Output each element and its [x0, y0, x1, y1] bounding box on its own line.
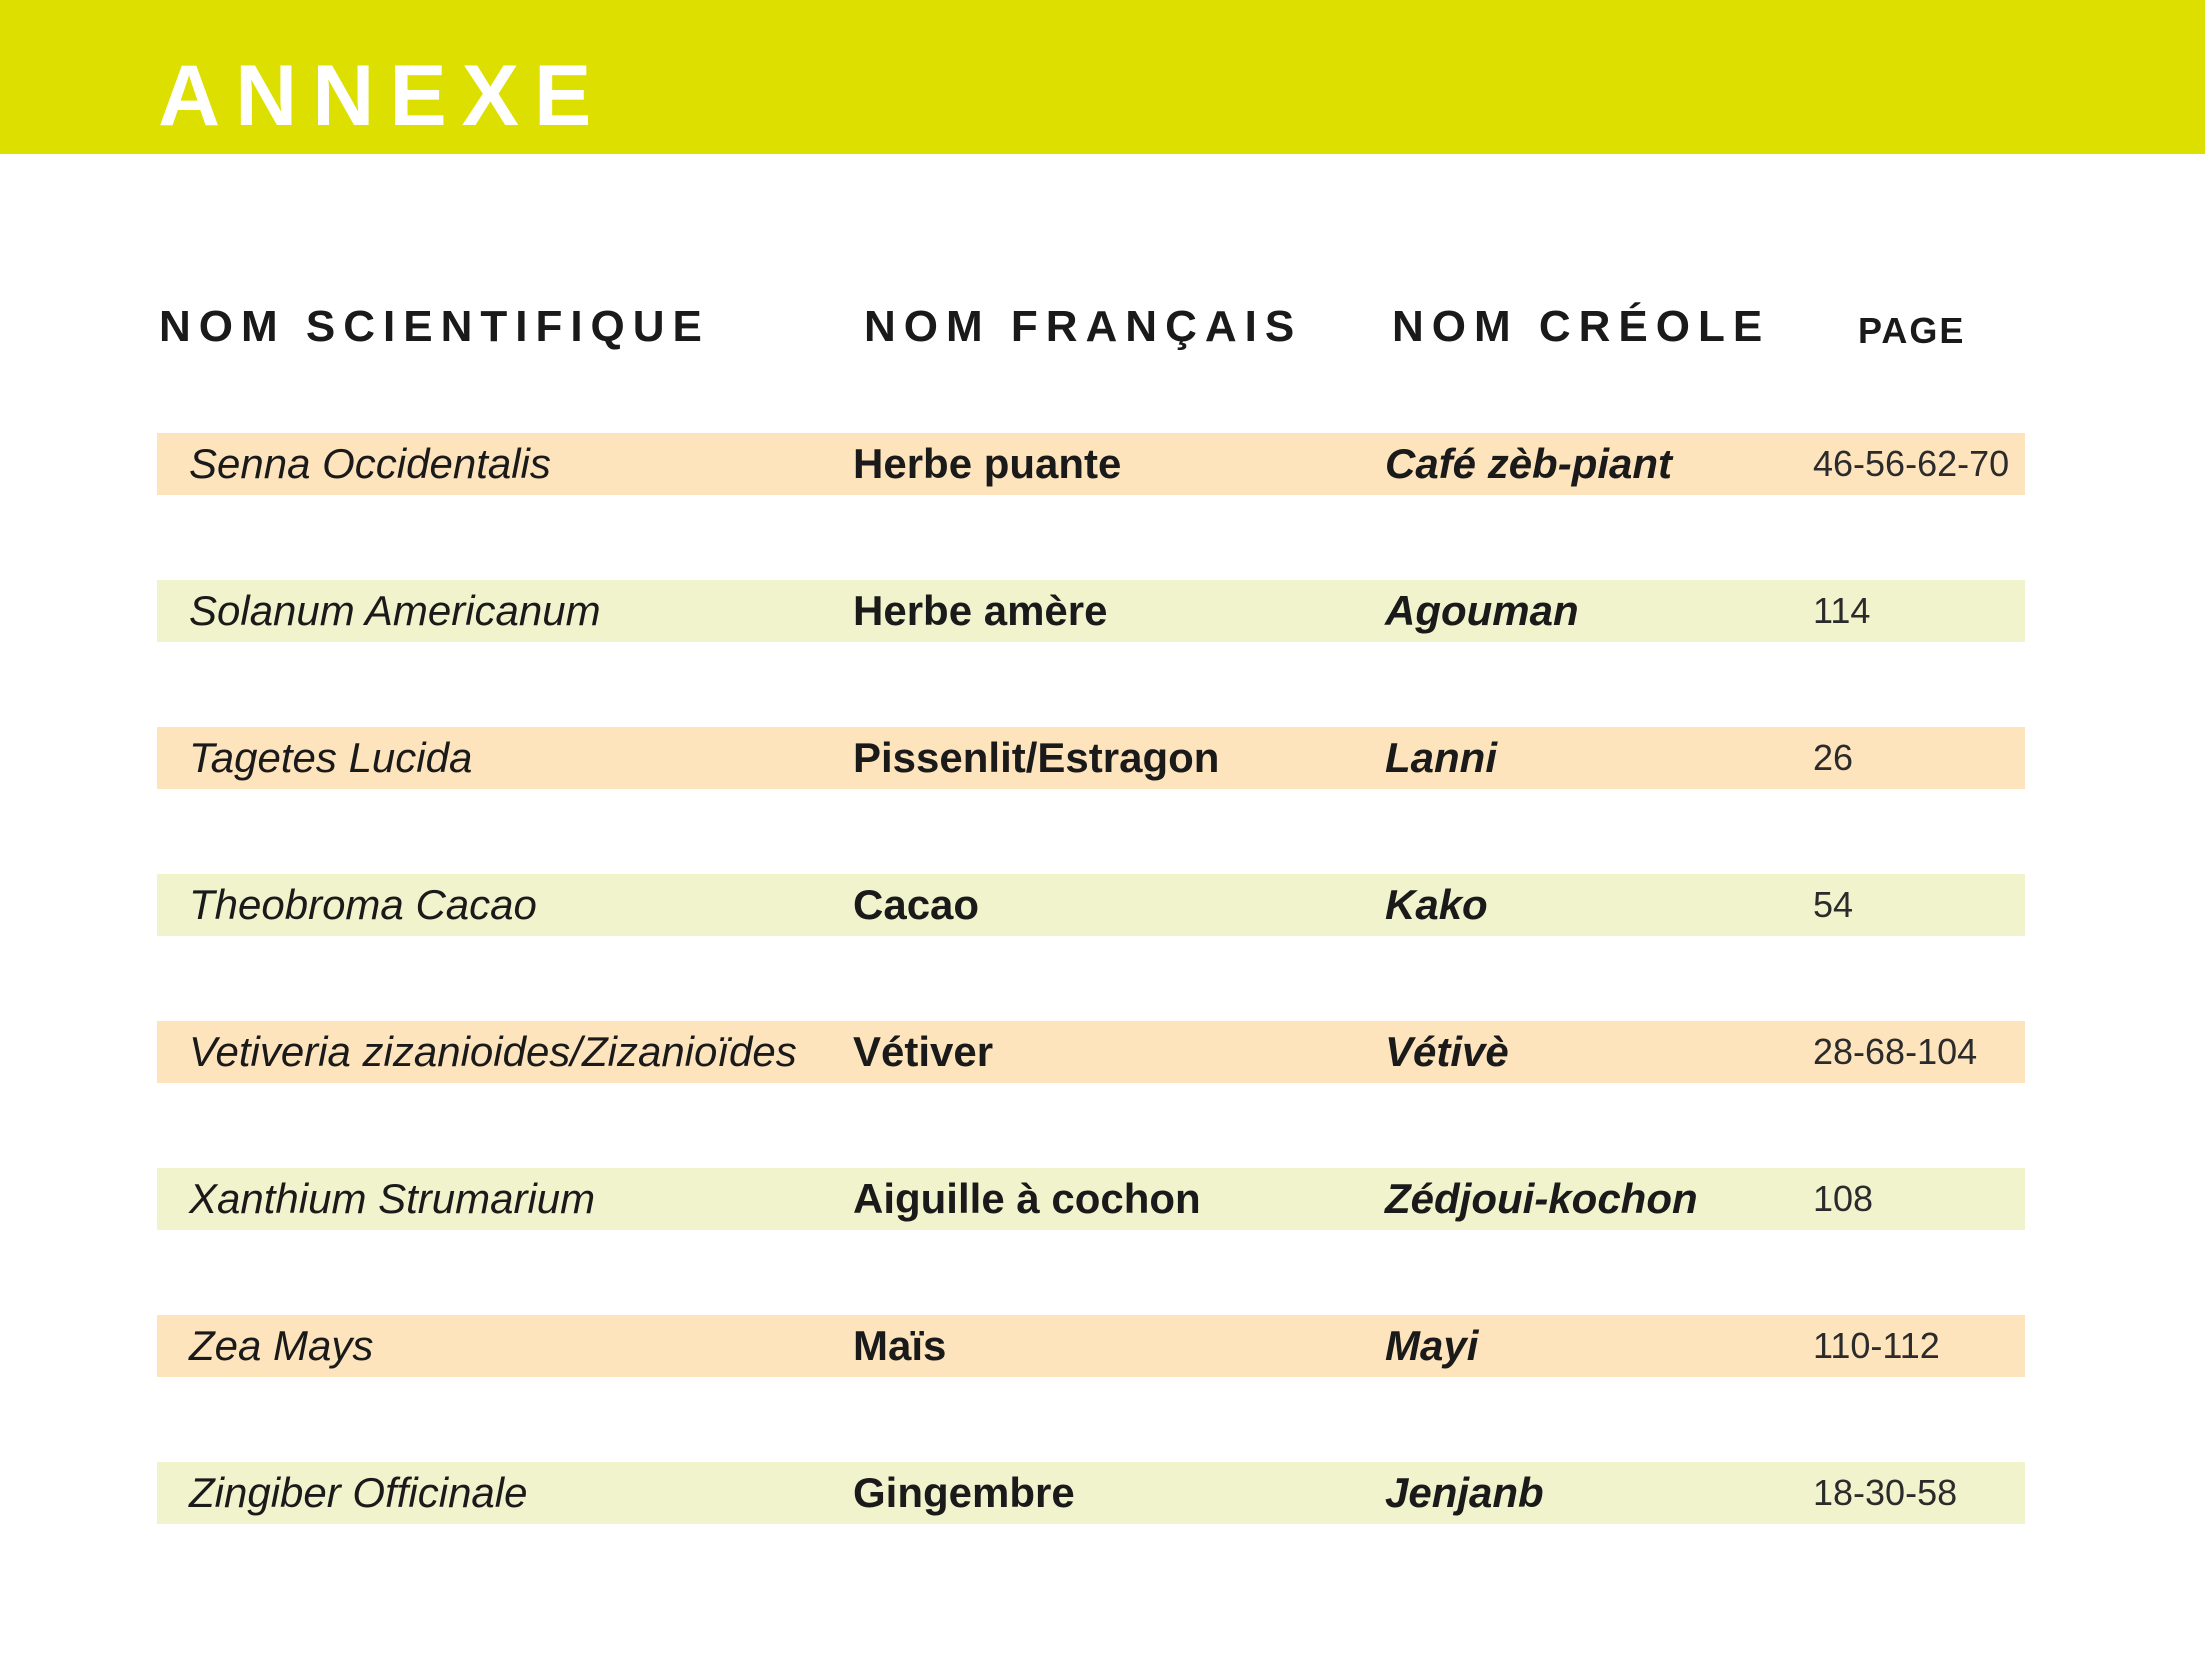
creole-name-cell: Zédjoui-kochon — [1385, 1175, 1698, 1222]
french-name-cell: Herbe amère — [853, 587, 1108, 634]
page-cell: 26 — [1813, 737, 1854, 778]
column-header-french-name: NOM FRANÇAIS — [864, 302, 1303, 351]
table-row — [157, 580, 2025, 642]
scientific-name-cell: Solanum Americanum — [189, 587, 601, 634]
page-cell: 18-30-58 — [1813, 1472, 1958, 1513]
table-row — [157, 433, 2025, 495]
column-header-creole-name: NOM CRÉOLE — [1392, 302, 1771, 351]
french-name-cell: Herbe puante — [853, 440, 1122, 487]
creole-name-cell: Mayi — [1385, 1322, 1479, 1369]
creole-name-cell: Kako — [1385, 881, 1488, 928]
french-name-cell: Aiguille à cochon — [853, 1175, 1201, 1222]
page-cell: 46-56-62-70 — [1813, 443, 2010, 484]
creole-name-cell: Jenjanb — [1385, 1469, 1544, 1516]
table-row — [157, 727, 2025, 789]
table-row — [157, 874, 2025, 936]
table-row — [157, 1462, 2025, 1524]
table-row — [157, 1315, 2025, 1377]
french-name-cell: Pissenlit/Estragon — [853, 734, 1220, 781]
page-cell: 108 — [1813, 1178, 1874, 1219]
french-name-cell: Maïs — [853, 1322, 947, 1369]
creole-name-cell: Café zèb-piant — [1385, 440, 1673, 487]
creole-name-cell: Agouman — [1385, 587, 1579, 634]
table-row — [157, 1168, 2025, 1230]
header-banner — [0, 0, 2205, 154]
french-name-cell: Vétiver — [853, 1028, 994, 1075]
french-name-cell: Cacao — [853, 881, 980, 928]
page-cell: 110-112 — [1813, 1325, 1940, 1366]
scientific-name-cell: Theobroma Cacao — [189, 881, 537, 928]
creole-name-cell: Vétivè — [1385, 1028, 1509, 1075]
scientific-name-cell: Xanthium Strumarium — [189, 1175, 596, 1222]
scientific-name-cell: Zea Mays — [189, 1322, 374, 1369]
scientific-name-cell: Tagetes Lucida — [189, 734, 473, 781]
page-cell: 54 — [1813, 884, 1854, 925]
column-header-page: PAGE — [1858, 310, 1966, 351]
page-title: ANNEXE — [158, 48, 607, 144]
column-header-scientific-name: NOM SCIENTIFIQUE — [159, 302, 710, 351]
table-row — [157, 1021, 2025, 1083]
page-cell: 28-68-104 — [1813, 1031, 1978, 1072]
scientific-name-cell: Vetiveria zizanioides/Zizanioïdes — [189, 1028, 797, 1075]
french-name-cell: Gingembre — [853, 1469, 1075, 1516]
scientific-name-cell: Zingiber Officinale — [189, 1469, 528, 1516]
scientific-name-cell: Senna Occidentalis — [189, 440, 551, 487]
creole-name-cell: Lanni — [1385, 734, 1497, 781]
page-cell: 114 — [1813, 590, 1871, 631]
